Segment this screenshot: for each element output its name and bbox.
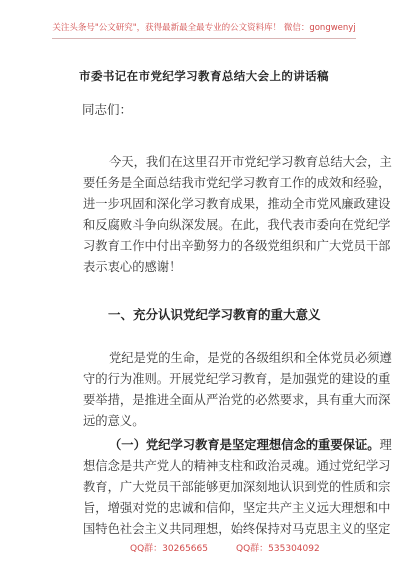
footer-qq-left: QQ群：30265665 (130, 544, 208, 554)
paragraph-line: 进一步巩固和深化学习教育成果，推动全市党风廉政建设 (83, 197, 391, 211)
paragraph-line: 党纪是党的生命，是党的各级组织和全体党员必须遵 (109, 351, 392, 365)
subsection-text: 理 (379, 438, 392, 452)
paragraph-line: 想信念是共产党人的精神支柱和政治灵魂。通过党纪学习 (83, 459, 391, 473)
section1-paragraph (83, 348, 392, 432)
paragraph-line: 守的行为准则。开展党纪学习教育，是加强党的建设的重 (83, 372, 391, 386)
paragraph-line: 习教育工作中付出辛勤努力的各级党组织和广大党员干部 (83, 239, 391, 253)
paragraph-line: 要任务是全面总结我市党纪学习教育工作的成效和经验， (83, 176, 391, 190)
paragraph-line: 和反腐败斗争向纵深发展。在此，我代表市委向在党纪学 (83, 218, 391, 232)
paragraph-line: 远的意义。 (83, 414, 145, 428)
header-banner: 关注头条号"公文研究"，获得最新最全最专业的公文资料库！ 微信：gongwenyj (52, 23, 356, 33)
paragraph-line: 教育，广大党员干部能够更加深刻地认识到党的性质和宗 (83, 480, 391, 494)
paragraph-line: 旨，增强对党的忠诚和信仰，坚定共产主义远大理想和中 (83, 501, 391, 515)
paragraph-line: 国特色社会主义共同理想，始终保持对马克思主义的坚定 (83, 522, 391, 536)
document-title: 市委书记在市党纪学习教育总结大会上的讲话稿 (79, 69, 329, 83)
intro-paragraph (83, 152, 392, 278)
subsection1-paragraph (83, 434, 392, 540)
subsection-heading: （一）党纪学习教育是坚定理想信念的重要保证。 (109, 437, 380, 452)
header-divider (52, 38, 356, 39)
paragraph-line (83, 434, 392, 456)
salutation: 同志们： (82, 102, 133, 117)
paragraph-line: 今天，我们在这里召开市党纪学习教育总结大会，主 (109, 155, 392, 169)
footer-qq-right: QQ群：535304092 (236, 544, 320, 554)
paragraph-line: 表示衷心的感谢！ (83, 260, 182, 274)
paragraph-line: 要举措，是推进全面从严治党的必然要求，具有重大而深 (83, 393, 391, 407)
section-heading: 一、充分认识党纪学习教育的重大意义 (108, 307, 321, 322)
